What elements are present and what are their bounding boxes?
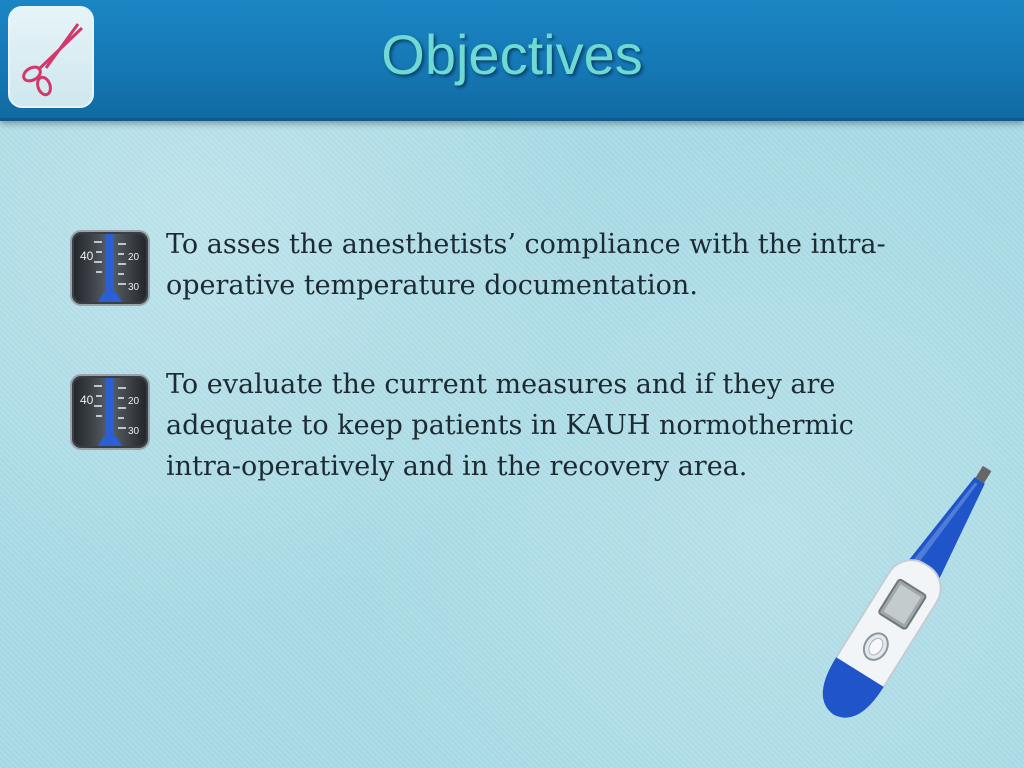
header-bar xyxy=(0,0,1024,121)
gauge-label: 30 xyxy=(128,282,140,293)
gauge-label: 40 xyxy=(80,393,94,407)
objective-text: To evaluate the current measures and if they are adequate to keep patients in KAUH normothermic intra-operatively and in the recovery area. xyxy=(166,369,854,482)
gauge-label: 20 xyxy=(128,396,140,407)
gauge-label: 20 xyxy=(128,252,140,263)
objective-text: To asses the anesthetists’ compliance with the intra-operative temperature documentation. xyxy=(166,229,886,301)
page-title: Objectives xyxy=(381,23,643,86)
gauge-label: 30 xyxy=(128,426,140,437)
gauge-label: 40 xyxy=(80,249,94,263)
gauge-thermometer-icon xyxy=(70,374,150,450)
digital-thermometer-icon xyxy=(805,455,1005,749)
gauge-thermometer-icon xyxy=(70,230,150,306)
